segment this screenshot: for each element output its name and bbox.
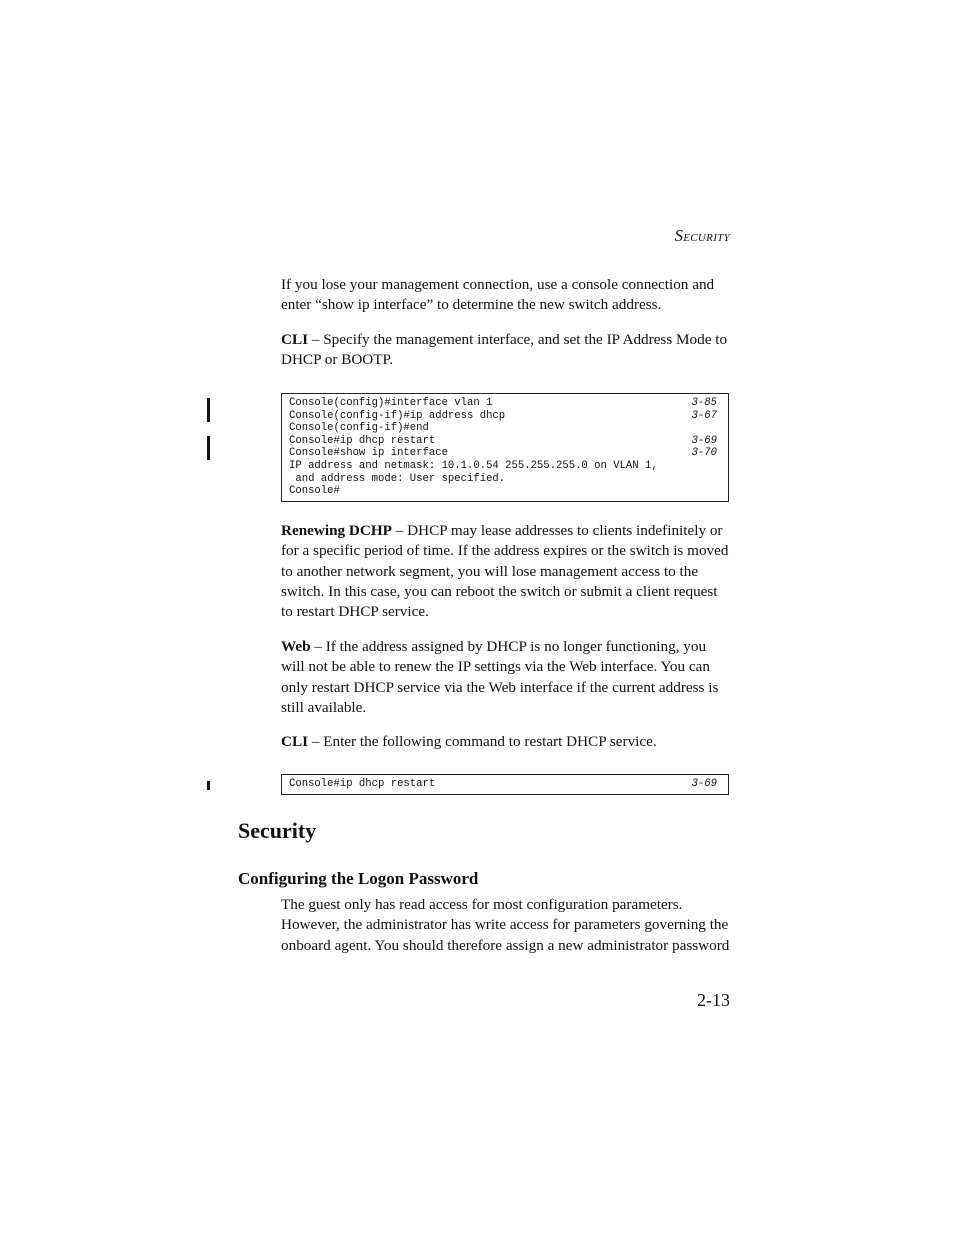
code-line xyxy=(289,447,717,460)
running-header-rest: ECURITY xyxy=(683,232,730,244)
code-command: Console#show ip interface xyxy=(289,447,448,460)
code-command: Console(config-if)#ip address dhcp xyxy=(289,409,506,422)
code-line xyxy=(289,397,717,410)
cli-label-2: CLI xyxy=(281,733,309,750)
code-line xyxy=(289,410,717,423)
renewing-text: – DHCP may lease addresses to clients indefinitely or for a specific period of time. If the address expires or the switch is moved to another network segment, you will lose management access to the switch. In this case, you can reboot the switch or submit a client request to restart DHCP service. xyxy=(281,522,729,621)
code-block-config xyxy=(281,393,729,502)
change-bar xyxy=(207,781,210,790)
logon-paragraph: The guest only has read access for most configuration parameters. However, the administrator has write access for parameters governing the onboard agent. You should therefore assign a new administrator password xyxy=(281,896,730,954)
cli-text-1: – Specify the management interface, and set the IP Address Mode to DHCP or BOOTP. xyxy=(281,331,728,369)
code-command: and address mode: User specified. xyxy=(289,472,506,485)
code-command: Console#ip dhcp restart xyxy=(289,434,436,447)
intro-paragraph: If you lose your management connection, use a console connection and enter “show ip interface” to determine the new switch address. xyxy=(281,276,715,314)
running-header xyxy=(674,226,730,246)
code-line xyxy=(289,485,717,498)
section-title: Security xyxy=(238,818,317,843)
cli-paragraph-2 xyxy=(281,732,731,752)
cli-text-2: – Enter the following command to restart DHCP service. xyxy=(308,733,657,750)
code-line xyxy=(289,778,717,791)
page-number: 2-13 xyxy=(697,990,730,1010)
cli-label-1: CLI xyxy=(281,331,309,348)
code-line xyxy=(289,473,717,486)
cli-paragraph-1 xyxy=(281,330,731,371)
code-reference: 3-85 xyxy=(691,397,717,409)
code-block-restart xyxy=(281,774,729,795)
change-bar xyxy=(207,436,210,460)
code-command: Console# xyxy=(289,485,340,498)
code-reference: 3-69 xyxy=(691,778,717,790)
code-command: Console(config)#interface vlan 1 xyxy=(289,397,493,409)
renewing-label: Renewing DCHP xyxy=(281,522,392,539)
code-command: IP address and netmask: 10.1.0.54 255.255.255.0 on VLAN 1, xyxy=(289,459,658,472)
change-bar xyxy=(207,398,210,422)
code-command: Console(config-if)#end xyxy=(289,422,429,435)
code-line xyxy=(289,422,717,435)
running-header-initial: S xyxy=(674,226,684,245)
code-line xyxy=(289,460,717,473)
web-text: – If the address assigned by DHCP is no longer functioning, you will not be able to renew the IP settings via the Web interface. You can only restart DHCP service via the Web interface if the current address is still available. xyxy=(281,638,719,716)
code-reference: 3-69 xyxy=(691,434,717,447)
code-reference: 3-70 xyxy=(691,447,717,460)
renewing-paragraph xyxy=(281,521,731,622)
web-paragraph xyxy=(281,637,731,718)
subsection-title: Configuring the Logon Password xyxy=(238,869,479,888)
code-command: Console#ip dhcp restart xyxy=(289,778,436,790)
code-line xyxy=(289,435,717,448)
code-reference: 3-67 xyxy=(691,409,717,422)
web-label: Web xyxy=(281,638,311,655)
